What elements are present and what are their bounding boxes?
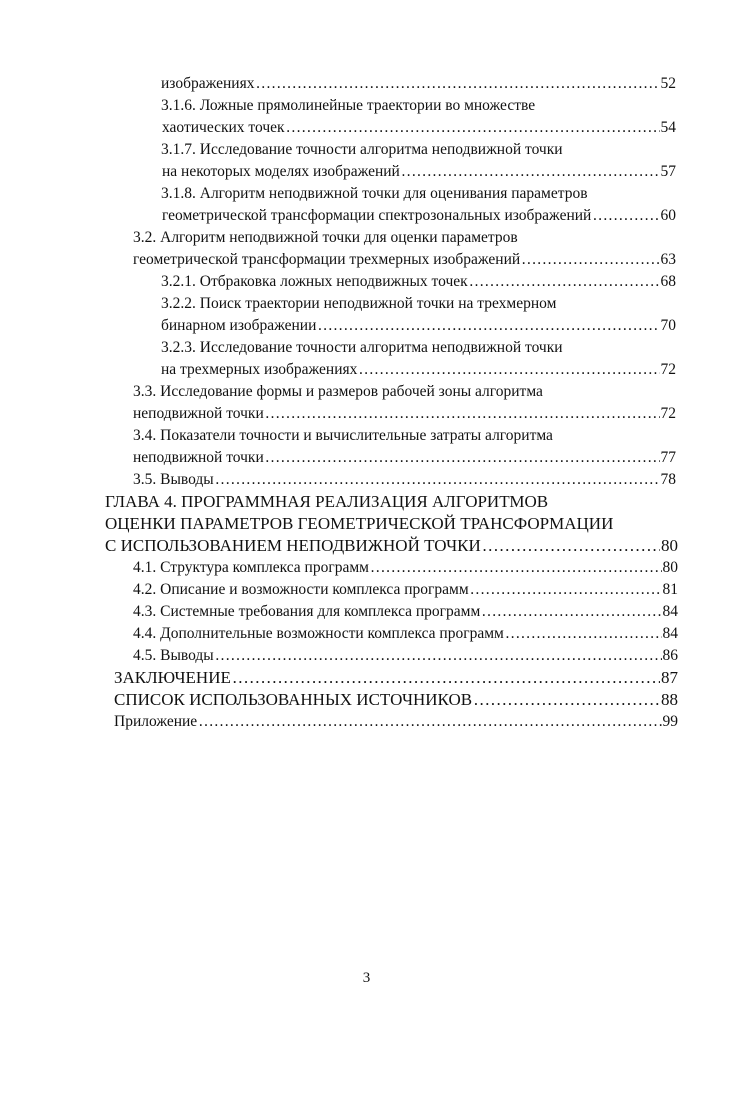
leader-dots <box>592 205 659 227</box>
toc-entry-page: 52 <box>660 75 676 92</box>
toc-entry <box>161 95 535 117</box>
toc-entry <box>133 227 518 249</box>
toc-entry <box>162 205 676 227</box>
leader-dots <box>198 711 661 733</box>
toc-entry-title: 3.2.1. Отбраковка ложных неподвижных точек <box>161 273 468 290</box>
toc-entry <box>114 711 678 733</box>
leader-dots <box>505 623 662 645</box>
toc-entry-title: геометрической трансформации спектрозональных изображений <box>162 207 592 224</box>
leader-dots <box>470 579 662 601</box>
toc-entry-page: 87 <box>661 668 678 687</box>
toc-entry-page: 78 <box>660 471 676 488</box>
toc-entry-page: 77 <box>660 449 676 466</box>
toc-entry <box>133 557 678 579</box>
toc-entry-title: неподвижной точки <box>133 405 264 422</box>
toc-entry <box>133 623 678 645</box>
toc-entry-page: 86 <box>662 647 678 664</box>
toc-entry <box>133 645 678 667</box>
leader-dots <box>481 601 661 623</box>
toc-entry-page: 88 <box>661 690 678 709</box>
toc-entry-title: неподвижной точки <box>133 449 264 466</box>
toc-entry <box>161 315 676 337</box>
toc-entry <box>161 271 676 293</box>
toc-entry <box>133 381 543 403</box>
toc-entry-title: 4.4. Дополнительные возможности комплекса программ <box>133 625 504 642</box>
toc-entry <box>161 139 563 161</box>
page-number: 3 <box>362 970 371 986</box>
toc-entry-title: СПИСОК ИСПОЛЬЗОВАННЫХ ИСТОЧНИКОВ <box>114 690 473 709</box>
leader-dots <box>265 403 660 425</box>
toc-entry-title: 4.5. Выводы <box>133 647 214 664</box>
toc-entry-title: ОЦЕНКИ ПАРАМЕТРОВ ГЕОМЕТРИЧЕСКОЙ ТРАНСФОРМАЦИИ <box>105 514 614 533</box>
toc-entry-title: Приложение <box>114 713 198 730</box>
toc-entry <box>114 667 678 689</box>
leader-dots <box>482 535 660 557</box>
leader-dots <box>286 117 660 139</box>
toc-entry-title: 3.5. Выводы <box>133 471 214 488</box>
toc-entry-page: 68 <box>660 273 676 290</box>
toc-entry-title: на некоторых моделях изображений <box>162 163 400 180</box>
leader-dots <box>215 645 662 667</box>
toc-entry-title: 3.1.7. Исследование точности алгоритма неподвижной точки <box>161 141 563 158</box>
toc-entry-title: 3.1.6. Ложные прямолинейные траектории во множестве <box>161 97 536 114</box>
toc-entry <box>114 689 678 711</box>
toc-entry-page: 54 <box>660 119 676 136</box>
toc-entry-title: 3.4. Показатели точности и вычислительные затраты алгоритма <box>133 427 553 444</box>
toc-entry <box>161 359 676 381</box>
toc-entry <box>105 535 678 557</box>
chapter-heading <box>105 491 548 513</box>
toc-entry-title: 3.2.2. Поиск траектории неподвижной точки на трехмерном <box>161 295 557 312</box>
toc-entry-title: геометрической трансформации трехмерных изображений <box>133 251 521 268</box>
toc-entry <box>161 183 588 205</box>
toc-entry <box>161 293 556 315</box>
toc-entry-title: на трехмерных изображениях <box>161 361 358 378</box>
toc-entry-page: 63 <box>660 251 676 268</box>
toc-entry-page: 84 <box>662 603 678 620</box>
toc-entry-page: 70 <box>660 317 676 334</box>
toc-entry <box>133 579 678 601</box>
toc-entry <box>133 249 676 271</box>
toc-entry <box>162 117 676 139</box>
leader-dots <box>401 161 660 183</box>
leader-dots <box>232 667 660 689</box>
toc-entry-title: 3.2.3. Исследование точности алгоритма неподвижной точки <box>161 339 563 356</box>
toc-entry <box>133 403 676 425</box>
toc-entry-page: 84 <box>662 625 678 642</box>
toc-entry-title: ЗАКЛЮЧЕНИЕ <box>114 668 231 687</box>
toc-entry-title: 3.3. Исследование формы и размеров рабочей зоны алгоритма <box>133 383 543 400</box>
toc-entry-title: 4.1. Структура комплекса программ <box>133 559 369 576</box>
toc-entry-page: 60 <box>660 207 676 224</box>
toc-entry <box>133 601 678 623</box>
leader-dots <box>473 689 660 711</box>
leader-dots <box>370 557 662 579</box>
toc-entry <box>162 161 676 183</box>
leader-dots <box>521 249 659 271</box>
toc-entry-title: хаотических точек <box>162 119 285 136</box>
leader-dots <box>265 447 660 469</box>
toc-entry-title: 4.2. Описание и возможности комплекса программ <box>133 581 469 598</box>
toc-entry-page: 80 <box>662 559 678 576</box>
toc-entry <box>133 469 676 491</box>
toc-entry-title: С ИСПОЛЬЗОВАНИЕМ НЕПОДВИЖНОЙ ТОЧКИ <box>105 536 481 555</box>
leader-dots <box>358 359 659 381</box>
leader-dots <box>255 73 659 95</box>
toc-entry <box>133 447 676 469</box>
toc-entry-title: изображениях <box>161 75 255 92</box>
leader-dots <box>317 315 659 337</box>
toc-entry <box>133 425 553 447</box>
toc-entry-page: 72 <box>660 405 676 422</box>
toc-entry-title: 3.2. Алгоритм неподвижной точки для оценки параметров <box>133 229 518 246</box>
toc-entry <box>161 337 563 359</box>
toc-entry-page: 72 <box>660 361 676 378</box>
toc-entry-title: 3.1.8. Алгоритм неподвижной точки для оценивания параметров <box>161 185 588 202</box>
leader-dots <box>469 271 660 293</box>
toc-entry-page: 80 <box>661 536 678 555</box>
toc-entry-title: бинарном изображении <box>161 317 317 334</box>
toc-entry-title: ГЛАВА 4. ПРОГРАММНАЯ РЕАЛИЗАЦИЯ АЛГОРИТМОВ <box>105 492 549 511</box>
leader-dots <box>215 469 660 491</box>
toc-entry-page: 57 <box>660 163 676 180</box>
chapter-heading <box>105 513 613 535</box>
toc-entry-title: 4.3. Системные требования для комплекса программ <box>133 603 481 620</box>
toc-entry-page: 81 <box>662 581 678 598</box>
toc-entry <box>161 73 676 95</box>
toc-entry-page: 99 <box>662 713 678 730</box>
